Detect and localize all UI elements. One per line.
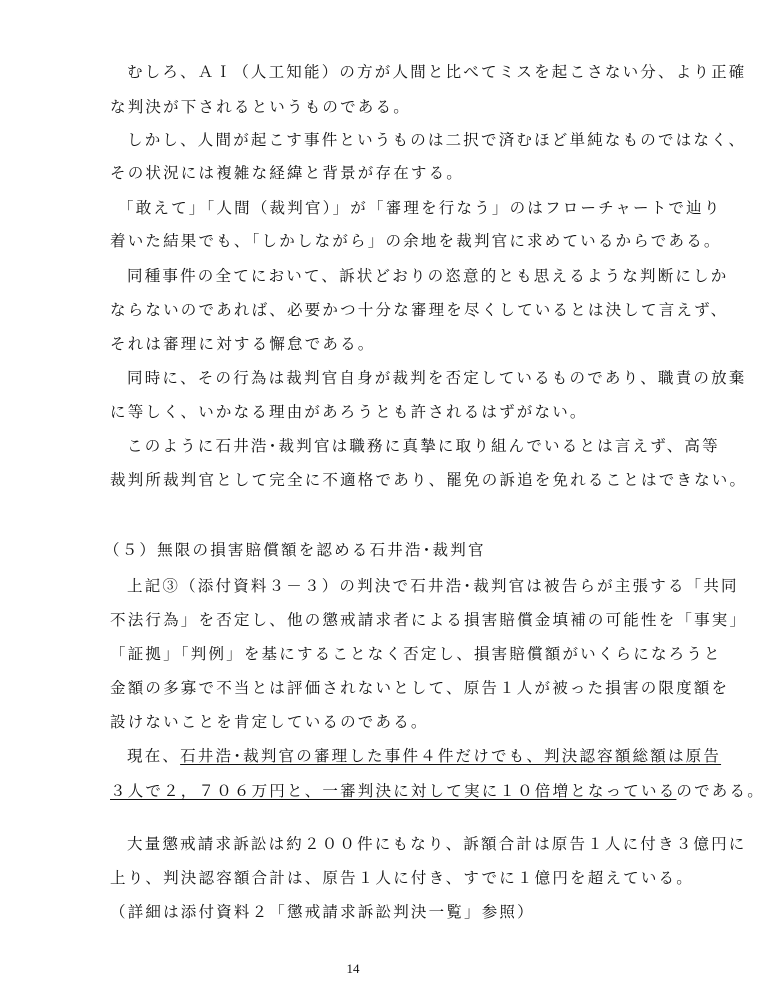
reference-note: （詳細は添付資料２「懲戒請求訴訟判決一覧」参照） [110, 903, 535, 921]
text-line: 着いた結果でも、「しかしながら」の余地を裁判官に求めているからである。 [110, 232, 722, 250]
text-line: に等しく、いかなる理由があろうとも許されるはずがない。 [110, 403, 588, 421]
text-line: このように石井浩･裁判官は職務に真摯に取り組んでいるとは言えず、高等 [127, 437, 720, 455]
text-line: 不法行為」を否定し、他の懲戒請求者による損害賠償金填補の可能性を「事実」 [110, 611, 748, 629]
text-line: しかし、人間が起こす事件というものは二択で済むほど単純なものではなく、 [127, 131, 747, 149]
page-number: 14 [346, 961, 360, 976]
text-line: 「証拠」「判例」を基にすることなく否定し、損害賠償額がいくらになろうと [110, 645, 722, 663]
text-line: 裁判所裁判官として完全に不適格であり、罷免の訴追を免れることはできない。 [110, 471, 748, 489]
text-underlined: ３人で２，７０６万円と、一審判決に対して実に１０倍増となっている [110, 782, 677, 800]
text-line: ならないのであれば、必要かつ十分な審理を尽くしているとは決して言えず、 [110, 301, 729, 319]
text-plain: のである。 [676, 782, 765, 800]
text-line: な判決が下されるというものである。 [110, 98, 411, 116]
text-line: 設けないことを肯定しているのである。 [110, 713, 429, 731]
text-line [110, 781, 765, 801]
text-line: 上り、判決認容額合計は、原告１人に付き、すでに１億円を超えている。 [110, 869, 694, 887]
text-line: 同種事件の全てにおいて、訴状どおりの恣意的とも思えるような判断にしか [127, 267, 729, 285]
text-line [127, 746, 721, 766]
text-line: 同時に、その行為は裁判官自身が裁判を否定しているものであり、職責の放棄 [127, 369, 747, 387]
text-line: 「敢えて」「人間（裁判官）」が「審理を行なう」のはフローチャートで辿り [118, 199, 722, 217]
text-underlined: 石井浩･裁判官の審理した事件４件だけでも、判決認容額総額は原告 [180, 747, 722, 765]
text-line: その状況には複雑な経緯と背景が存在する。 [110, 164, 465, 182]
text-line: 金額の多寡で不当とは評価されないとして、原告１人が被った損害の限度額を [110, 679, 730, 697]
text-line: 上記③（添付資料３－３）の判決で石井浩･裁判官は被告らが主張する「共同 [127, 577, 739, 595]
text-line: 大量懲戒請求訴訟は約２００件にもなり、訴額合計は原告１人に付き３億円に [127, 835, 747, 853]
section-heading: （５）無限の損害賠償額を認める石井浩･裁判官 [104, 541, 486, 559]
text-line: それは審理に対する懈怠である。 [110, 335, 376, 353]
text-plain: 現在、 [127, 747, 181, 765]
text-line: むしろ、ＡＩ（人工知能）の方が人間と比べてミスを起こさない分、より正確 [127, 63, 747, 81]
